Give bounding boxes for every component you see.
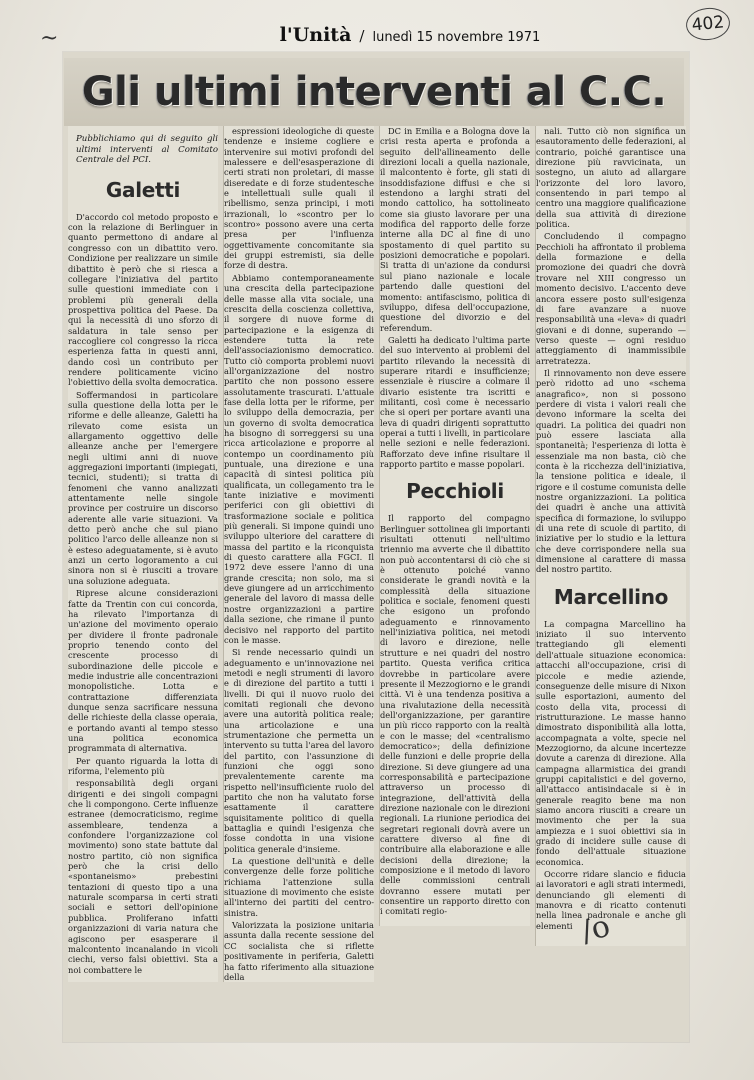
speaker-name-galetti: Galetti [105,177,181,202]
paragraph: La compagna Marcellino ha iniziato il suo intervento trattegiando gli elementi dell'attuale situazione economica: attacchi all'occupazione, crisi di piccole e medie aziende, conseguenze delle misure di Nixon sulle esportazioni, aumento del costo della vita, processi di ristrutturazione. Le masse hanno dimostrato disponibilità alla lotta, accompagnata a volte, specie nel Mezzogiorno, da alcune incertezze dovute a carenza di direzione. Alla campagna allarmistica dei grandi gruppi capitalistici e del governo, all'attacco antisindacale si è in generale reagito bene ma non siamo ancora riusciti a creare un movimento che per la sua ampiezza e i suoi obiettivi sia in grado di incidere sulle cause di fondo dell'attuale situazione economica. [536,618,686,867]
paragraph: Occorre ridare slancio e fiducia ai lavoratori e agli strati intermedi, denunciando gli elementi di manovra e di ricatto contenuti nella linea padronale e anche gli elementi [536,869,686,931]
headline-banner [64,58,684,126]
paragraph: Abbiamo contemporaneamente una crescita della partecipazione delle masse alla vita sociale, una crescita della coscienza collettiva, il sorgere di nuove forme di partecipazione e la esigenza di estendere tutta la rete dell'associazionismo democratico. Tutto ciò comporta problemi nuovi all'organizzazione del nostro partito che non possono essere assolutamente trascurati. L'attuale fase della lotta per le riforme, per lo sviluppo della democrazia, per un governo di svolta democratica ha bisogno di sorreggersi su una ricca articolazione e proporre al contempo un coordinamento più puntuale, una direzione e una capacità di sintesi politica più qualificata, un collegamento tra le tante iniziative e movimenti periferici con gli obiettivi di trasformazione sociale e politica più generali. Si impone quindi uno sviluppo ulteriore del carattere di massa del partito e la riconquista di questo carattere alla FGCI. Il 1972 deve essere l'anno di una grande crescita; non solo, ma si deve giungere ad un arricchimento generale del lavoro di massa delle nostre organizzazioni a partire dalla sezione, che rimane il punto decisivo nel rapporto del partito con le masse. [224,272,374,645]
intro-note: Pubblichiamo qui di seguito gli ultimi interventi al Comitato Centrale del PCI. [76,134,218,166]
column-1 [68,126,218,982]
handwritten-mark: /o [577,908,614,950]
paragraph: Soffermandosi in particolare sulla questione della lotta per le riforme e delle alleanze, Galetti ha rilevato come esista un allargamento oggettivo delle alleanze anche per l'emergere negli ultimi anni di nuove aggregazioni importanti (impiegati, tecnici, studenti); si tratta di fenomeni che vanno analizzati attentamente nelle singole province per costruire un discorso aderente alle varie situazioni. Va detto però anche che sul piano politico l'arco delle alleanze non si è esteso adeguatamente, si è avuto anzi un certo logoramento a cui sinora non si è riusciti a trovare una soluzione adeguata. [68,389,218,586]
paragraph: Il rinnovamento non deve essere però ridotto ad uno «schema anagrafico», non si possono perdere di vista i valori reali che devono informare la scelta dei quadri. La politica dei quadri non può essere lasciata alla spontaneità; l'esperienza di lotta è essenziale ma non basta, ciò che conta è la ricchezza dell'iniziativa, la tensione politica e ideale, il rigore e il costume comunista delle nostre organizzazioni. La politica dei quadri è anche una attività specifica di formazione, lo sviluppo di una rete di scuole di partito, di iniziative per lo studio e la lettura che deve corrispondere nella sua dimensione al carattere di massa del nostro partito. [536,367,686,575]
paragraph: Per quanto riguarda la lotta di riforma, l'elemento più [68,755,218,776]
paragraph: Il rapporto del compagno Berlinguer sottolinea gli importanti risultati ottenuti nell'ultimo triennio ma avverte che il dibattito non può accontentarsi di ciò che si è ottenuto poiché vanno considerate le grandi novità e la complessità della situazione politica e sociale, fenomeni questi che esigono un profondo adeguamento e rinnovamento nell'iniziativa politica, nei metodi di lavoro e direzione, nelle strutture e nei quadri del nostro partito. Questa verifica critica dovrebbe in particolare avere presente il Mezzogiorno e le grandi città. Vi è una tendenza positiva a una rivalutazione della necessità dell'organizzazione, per garantire un più ricco rapporto con la realtà e con le masse; del «centralismo democratico»; della definizione delle funzioni e delle proprie della direzione. Si deve giungere ad una corresponsabilità e partecipazione attraverso un processo di integrazione, dell'attività della direzione nazionale con le direzioni regionali. La riunione periodica dei segretari regionali dovrà avere un carattere diverso al fine di contribuire alla elaborazione e alle decisioni della direzione; la composizione e il metodo di lavoro delle commissioni centrali dovranno essere mutati per consentire un rapporto diretto con i comitati regio- [380,513,530,917]
paragraph: La questione dell'unità e delle convergenze delle forze politiche richiama l'attenzione sulla situazione di movimento che esiste all'interno dei partiti del centro-sinistra. [224,856,374,918]
column-3 [379,126,530,926]
paragraph: Valorizzata la posizione unitaria assunta dalla recente sessione del CC socialista che si riflette positivamente in periferia, Galetti ha fatto riferimento alla situazione della [224,920,374,982]
issue-date: lunedì 15 novembre 1971 [372,30,541,45]
masthead [150,24,670,50]
headline: Gli ultimi interventi al C.C. [81,69,667,115]
masthead-separator: / [359,27,365,45]
speaker-name-pecchioli: Pecchioli [406,479,504,504]
paragraph: espressioni ideologiche di queste tendenze e insieme cogliere e intervenire sui motivi profondi del malessere e dell'esasperazione di certi strati non proletari, di masse diseredate e di forze studentesche e intellettuali sulle quali il ribellismo, senza principi, i moti irrazionali, lo «scontro per lo scontro» possono avere una certa presa per l'influenza oggettivamente concomitante sia dei gruppi estremisti, sia delle forze di destra. [224,126,374,271]
paragraph: Riprese alcune considerazioni fatte da Trentin con cui concorda, ha rilevato l'importanza di un'azione del movimento operaio per dividere il fronte padronale proprio tenendo conto del crescente processo di subordinazione delle piccole e medie industrie alle concentrazioni monopolistiche. Lotta e contrattazione differenziata dunque senza sacrificare nessuna delle richieste della classe operaia, e portando avanti al tempo stesso una politica economica programmata di alternativa. [68,588,218,754]
page-number-stamp: 402 [684,6,731,42]
newspaper-name: l'Unità [279,24,352,46]
paragraph: Si rende necessario quindi un adeguamento e un'innovazione nei metodi e negli strumenti di lavoro e di direzione del partito a tutti i livelli. Di qui il nuovo ruolo dei comitati regionali che devono avere una autorità politica reale; una articolazione e una strumentazione che permetta un intervento su tutta l'area del lavoro del partito, con l'assunzione di funzioni che oggi sono prevalentemente carente ma rispetto nell'insufficiente ruolo del partito che non ha valutato forse esattamente il carattere squisitamente politico di quella battaglia e quindi l'esigenza che fosse condotta in una visione politica generale d'insieme. [224,647,374,854]
paragraph: DC in Emilia e a Bologna dove la crisi resta aperta e profonda a seguito dell'allineamento delle direzioni locali a quella nazionale, il malcontento è forte, gli stati di insoddisfazione diffusi e che si estendono a larghi strati del mondo cattolico, ha sottolineato come sia giusto lavorare per una modifica del rapporto delle forze interne alla DC al fine di uno spostamento di quel partito su posizioni democratiche e popolari. Si tratta di un'azione da condursi sul piano nazionale e locale partendo dalle questioni del momento: antifascismo, politica di sviluppo, difesa dell'occupazione, questione del divorzio e del referendum. [380,126,530,333]
paragraph: Galetti ha dedicato l'ultima parte del suo intervento ai problemi del partito rilevando la necessità di superare ritardi e insufficienze; essenziale è riuscire a colmare il divario esistente tra iscritti e militanti, così come è necessario che si operi per portare avanti una leva di quadri dirigenti soprattutto operai a tutti i livelli, in particolare nelle sezioni e nelle federazioni. Rafforzato deve infine risultare il rapporto partito e masse popolari. [380,334,530,469]
paragraph: D'accordo col metodo proposto e con la relazione di Berlinguer in quanto permettono di andare al congresso con un dibattito vero. Condizione per realizzare un simile dibattito è però che si riesca a collegare l'iniziativa del partito sulle questioni immediate con i problemi più generali della prospettiva politica del Paese. Da qui la necessità di uno sforzo di saldatura in tale senso per raccogliere col congresso la ricca esperienza fatta in questi anni, dando così un contributo per rendere politicamente vicino l'obiettivo della svolta democratica. [68,211,218,388]
paragraph: Concludendo il compagno Pecchioli ha affrontato il problema della formazione e della promozione dei quadri che dovrà trovare nel XIII congresso un momento decisivo. L'accento deve ancora essere posto sull'esigenza di fare avanzare a nuove responsabilità una «leva» di quadri giovani e di donne, superando — verso queste — ogni residuo atteggiamento di inammissibile arretratezza. [536,231,686,366]
column-4 [535,126,686,946]
paragraph: nali. Tutto ciò non significa un esautoramento delle federazioni, al contrario, poiché garantisce una direzione più ravvicinata, un sostegno, un aiuto ad allargare l'orizzonte del loro lavoro, consentendo in pari tempo al centro una maggiore qualificazione della sua attività di direzione politica. [536,126,686,230]
speaker-name-marcellino: Marcellino [553,584,669,609]
article-columns [68,126,686,982]
column-2 [223,126,374,982]
paragraph: responsabilità degli organi dirigenti e dei singoli compagni che li compongono. Certe influenze estranee (democraticismo, regime assembleare, tendenza a confondere l'organizzazione col movimento) sono state battute dal nostro partito, ciò non significa però che la crisi dello «spontaneismo» prebestini tentazioni di questo tipo a una naturale scomparsa in certi strati sociali e settori dell'opinione pubblica. Proliferano infatti organizzazioni di varia natura che agiscono per esasperare il malcontento incanalando in vicoli ciechi, verso falsi obiettivi. Sta a noi combattere le [68,778,218,975]
pen-mark: ~ [40,26,59,51]
